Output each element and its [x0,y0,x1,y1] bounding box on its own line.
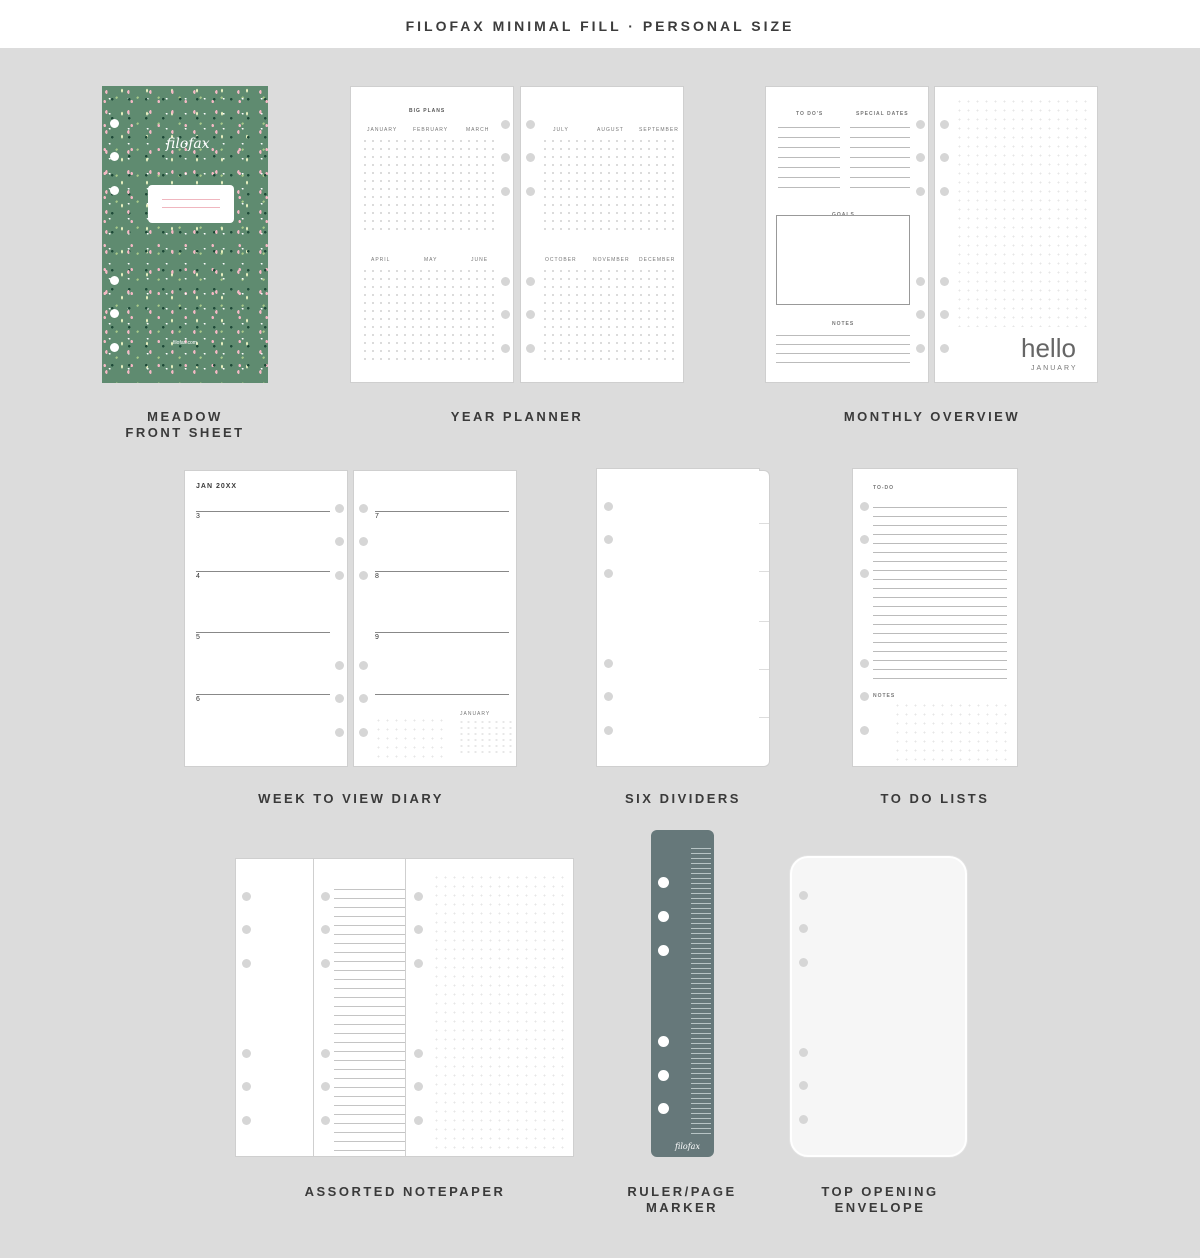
monthly-overview-left-page: TO DO'S SPECIAL DATES GOALS NOTES [765,86,929,383]
hello-month: JANUARY [1031,365,1078,372]
notepaper-label: ASSORTED NOTEPAPER [304,1184,506,1199]
year-planner-label: YEAR PLANNER [450,409,584,424]
divider-page [596,468,760,767]
envelope-label: TOP OPENING ENVELOPE [821,1184,939,1215]
url-text: filofax.com [173,340,197,346]
week-diary-right-page: 7 8 9 JANUARY [353,470,517,767]
monthly-overview-label: MONTHLY OVERVIEW [843,409,1021,424]
page-title: FILOFAX MINIMAL FILL · PERSONAL SIZE [405,18,795,34]
divider-tabs [759,470,770,767]
front-sheet-image [102,86,268,383]
year-planner-right-page: JULY AUGUST SEPTEMBER OCTOBER NOVEMBER DECEMBER [520,86,684,383]
header-bar [0,0,1200,48]
ruler-brand: filofax [675,1142,700,1151]
week-diary-label: WEEK TO VIEW DIARY [258,791,444,806]
hello-text: hello [1021,333,1076,363]
notepaper-dotted [405,858,574,1157]
mini-calendar-month: JANUARY [460,711,491,717]
front-sheet-label: MEADOW FRONT SHEET [125,409,245,440]
todo-heading: TO-DO [873,485,895,491]
todo-page [852,468,1018,767]
year-planner-left-page: BIG PLANS JANUARY FEBRUARY MARCH APRIL MAY JUNE [350,86,514,383]
monthly-overview-right-page [934,86,1098,383]
big-plans-heading: BIG PLANS [409,108,446,114]
name-label-box [148,185,234,223]
dividers-label: SIX DIVIDERS [625,791,741,806]
envelope [790,856,967,1157]
diary-month-heading: JAN 20XX [196,483,238,490]
ruler-label: RULER/PAGE MARKER [627,1184,737,1215]
week-diary-left-page: JAN 20XX 3 4 5 6 [184,470,348,767]
filofax-logo: filofax [166,136,210,152]
notes-heading: NOTES [873,693,896,699]
goals-box [776,215,910,305]
todo-lists-label: TO DO LISTS [880,791,990,806]
ruler-marker [651,830,714,1157]
